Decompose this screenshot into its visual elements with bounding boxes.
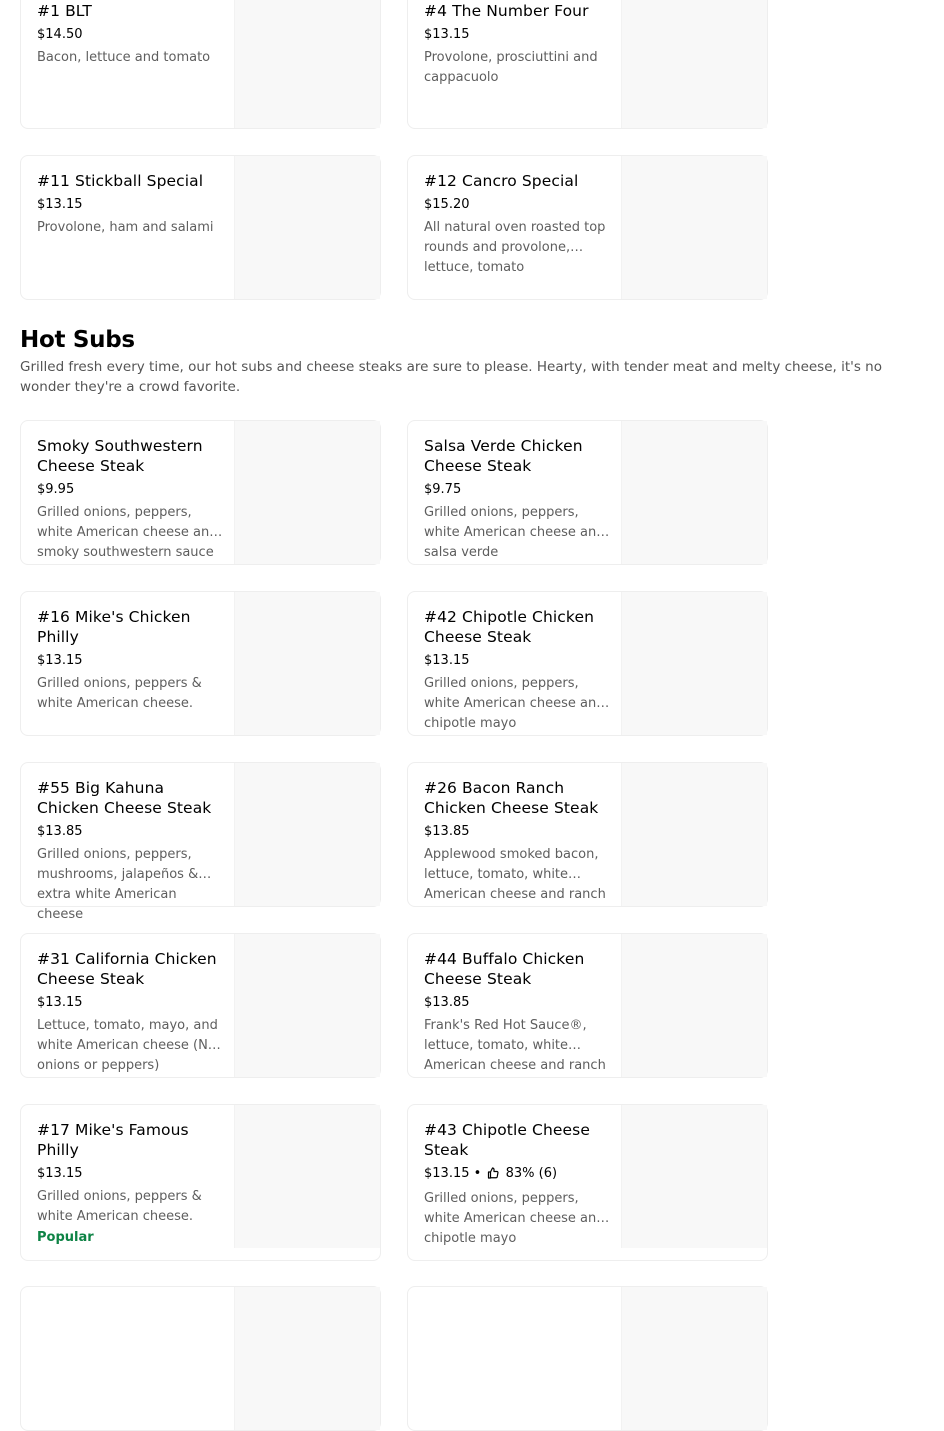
menu-item-description: Grilled onions, peppers, white American cheese and salsa verde [424, 505, 605, 560]
menu-item-info [37, 607, 223, 714]
menu-item-name: #12 Cancro Special [424, 172, 579, 190]
menu-item-description: Grilled onions, peppers, white American cheese and smoky southwestern sauce [37, 505, 218, 560]
menu-item-image [621, 421, 767, 564]
menu-item-info [37, 778, 223, 922]
menu-item-price: $13.15 [424, 1166, 470, 1181]
menu-item-image [621, 156, 767, 299]
menu-item-card[interactable] [20, 591, 381, 736]
menu-item-image [234, 763, 380, 906]
popular-badge: Popular [37, 1230, 94, 1245]
menu-item-price: $13.15 [37, 1166, 83, 1181]
menu-item-info [424, 436, 610, 560]
menu-item-image [621, 1105, 767, 1248]
menu-item-image [234, 934, 380, 1077]
menu-item-image [234, 156, 380, 299]
menu-item-image [234, 1105, 380, 1248]
menu-item-info [37, 1, 223, 68]
menu-item-description: Bacon, lettuce and tomato [37, 50, 211, 65]
menu-item-card[interactable] [20, 762, 381, 922]
menu-item-image [621, 934, 767, 1077]
menu-item-description: Grilled onions, peppers, white American cheese and chipotle mayo [424, 676, 605, 731]
menu-item-price: $13.85 [37, 824, 83, 839]
thumbs-up-icon [487, 1167, 499, 1185]
menu-item-image [234, 1287, 380, 1430]
menu-item-card[interactable] [407, 420, 768, 565]
menu-item-price: $13.15 [37, 653, 83, 668]
menu-item-price: $13.15 [37, 995, 83, 1010]
menu-item-name: #1 BLT [37, 2, 92, 20]
menu-item-price: $9.95 [37, 482, 75, 497]
menu-item-card[interactable] [20, 1286, 381, 1431]
menu-item-card[interactable] [20, 1104, 381, 1261]
menu-item-description: Grilled onions, peppers, white American cheese and chipotle mayo [424, 1191, 605, 1246]
menu-item-info [424, 778, 610, 902]
menu-item-name: #31 California Chicken Cheese Steak [37, 950, 217, 988]
menu-item-name: Salsa Verde Chicken Cheese Steak [424, 437, 583, 475]
menu-item-image [234, 421, 380, 564]
menu-item-price: $13.15 [424, 653, 470, 668]
menu-item-name: #26 Bacon Ranch Chicken Cheese Steak [424, 779, 599, 817]
menu-item-name: #43 Chipotle Cheese Steak [424, 1121, 590, 1159]
menu-item-info [424, 607, 610, 731]
menu-item-price: $9.75 [424, 482, 462, 497]
menu-item-image [234, 592, 380, 735]
menu-item-description: Provolone, prosciuttini and cappacuolo [424, 50, 598, 85]
menu-item-card[interactable] [20, 155, 381, 300]
menu-item-card[interactable] [407, 155, 768, 300]
menu-item-card[interactable] [20, 933, 381, 1078]
menu-item-image [621, 763, 767, 906]
menu-item-image [621, 0, 767, 128]
menu-item-info [37, 436, 223, 560]
menu-item-name: #55 Big Kahuna Chicken Cheese Steak [37, 779, 212, 817]
menu-item-description: Frank's Red Hot Sauce®, lettuce, tomato, white American cheese and ranch [424, 1018, 606, 1073]
menu-item-card[interactable] [407, 1104, 768, 1261]
menu-item-card[interactable] [20, 0, 381, 129]
menu-item-price-row [424, 1165, 610, 1185]
menu-item-price: $13.85 [424, 995, 470, 1010]
menu-item-info [424, 1, 610, 88]
menu-item-description: Grilled onions, peppers & white American cheese. [37, 1189, 202, 1224]
menu-item-description: Grilled onions, peppers, mushrooms, jalapeños & extra white American cheese [37, 847, 199, 922]
menu-item-card[interactable] [407, 591, 768, 736]
rating-value: 83% (6) [505, 1166, 558, 1181]
menu-item-name: #17 Mike's Famous Philly [37, 1121, 189, 1159]
menu-item-name: #11 Stickball Special [37, 172, 204, 190]
menu-item-description: Lettuce, tomato, mayo, and white American cheese (No onions or peppers) [37, 1018, 218, 1073]
separator-dot: • [473, 1166, 486, 1181]
menu-item-info [424, 1120, 610, 1246]
menu-item-info [424, 171, 610, 275]
menu-item-image [621, 592, 767, 735]
section-title: Hot Subs [20, 327, 135, 353]
menu-item-name: #16 Mike's Chicken Philly [37, 608, 191, 646]
menu-item-name: #44 Buffalo Chicken Cheese Steak [424, 950, 585, 988]
menu-item-image [621, 1287, 767, 1430]
menu-item-card[interactable] [407, 933, 768, 1078]
menu-item-info [37, 1120, 223, 1247]
menu-item-name: #4 The Number Four [424, 2, 589, 20]
menu-item-price: $13.85 [424, 824, 470, 839]
menu-item-card[interactable] [407, 1286, 768, 1431]
menu-item-price: $13.15 [37, 197, 83, 212]
menu-item-card[interactable] [20, 420, 381, 565]
menu-item-name: #42 Chipotle Chicken Cheese Steak [424, 608, 595, 646]
menu-item-card[interactable] [407, 0, 768, 129]
menu-item-info [37, 949, 223, 1073]
menu-item-info [424, 949, 610, 1073]
menu-item-description: Applewood smoked bacon, lettuce, tomato, white American cheese and ranch [424, 847, 606, 902]
menu-item-description: Provolone, ham and salami [37, 220, 214, 235]
menu-item-name: Smoky Southwestern Cheese Steak [37, 437, 203, 475]
menu-item-price: $13.15 [424, 27, 470, 42]
section-description: Grilled fresh every time, our hot subs and cheese steaks are sure to please. Hearty, with tender meat and melty cheese, it's no wonder they're a crowd favorite. [20, 359, 883, 395]
menu-item-price: $15.20 [424, 197, 470, 212]
menu-item-price: $14.50 [37, 27, 83, 42]
menu-item-info [37, 171, 223, 238]
menu-item-description: Grilled onions, peppers & white American cheese. [37, 676, 202, 711]
menu-item-image [234, 0, 380, 128]
menu-item-card[interactable] [407, 762, 768, 907]
menu-item-description: All natural oven roasted top rounds and provolone, lettuce, tomato [424, 220, 606, 275]
